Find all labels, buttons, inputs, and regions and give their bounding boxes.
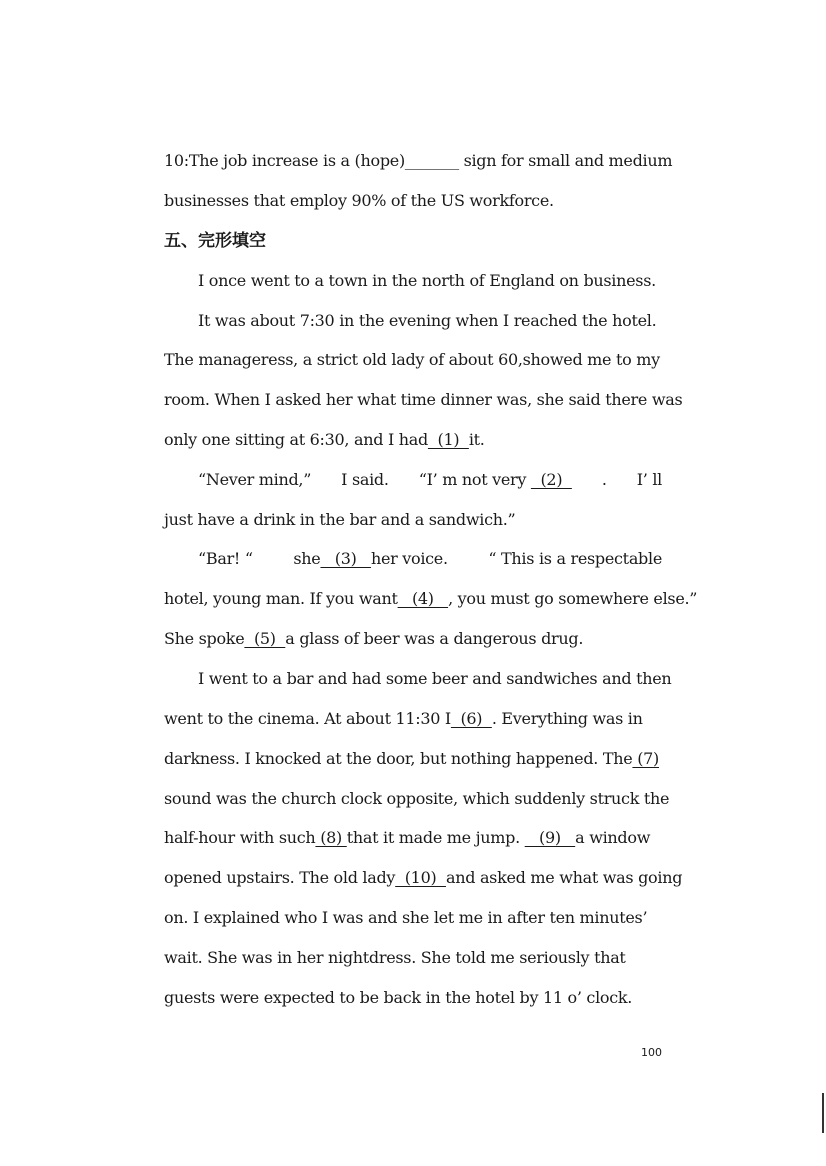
passage-text: , you must go somewhere else.” [448, 589, 698, 608]
page-number: 100 [641, 1046, 662, 1059]
blank-3: (3) [320, 549, 371, 568]
passage-text: “ This is a respectable [488, 549, 662, 568]
passage-text: half-hour with such [164, 828, 316, 847]
passage-line: guests were expected to be back in the hotel by 11 o’ clock. [164, 988, 633, 1007]
q10-text-end: sign for small and medium [458, 151, 673, 170]
passage-text-group [293, 545, 447, 573]
passage-line [164, 625, 662, 653]
blank-10: (10) [395, 868, 446, 887]
passage-line: just have a drink in the bar and a sandwich.” [164, 510, 516, 529]
passage-line: wait. She was in her nightdress. She told me seriously that [164, 948, 626, 967]
passage-text: and asked me what was going [445, 868, 683, 887]
passage-line [164, 864, 683, 892]
passage-line [198, 545, 662, 573]
passage-line: sound was the church clock opposite, which suddenly struck the [164, 789, 670, 808]
q10-text: 10:The job increase is a (hope) [164, 151, 405, 170]
passage-text: only one sitting at 6:30, and I had [164, 430, 428, 449]
passage-line: The manageress, a strict old lady of about 60,showed me to my [164, 350, 660, 369]
passage-text: She spoke [164, 629, 245, 648]
q10-line-2: businesses that employ 90% of the US workforce. [164, 191, 554, 210]
blank-4: (4) [397, 589, 449, 608]
blank-7: (7) [632, 749, 659, 768]
blank-9: (9) [524, 828, 576, 847]
passage-line [164, 426, 662, 454]
passage-text: that it made me jump. [346, 828, 520, 847]
blank-2: (2) [530, 470, 572, 489]
passage-text: “Bar! “ [198, 549, 253, 568]
passage-text: went to the cinema. At about 11:30 I [164, 709, 451, 728]
section-title: 五、完形填空 [164, 231, 266, 251]
passage-line: I once went to a town in the north of England on business. [198, 271, 656, 290]
passage-text: it. [468, 430, 485, 449]
passage-text: . [601, 470, 607, 489]
passage-line: on. I explained who I was and she let me in after ten minutes’ [164, 908, 648, 927]
passage-text: she [293, 549, 321, 568]
passage-line [164, 824, 662, 852]
passage-text: “Never mind,” [198, 470, 312, 489]
blank-1: (1) [427, 430, 469, 449]
passage-text: darkness. I knocked at the door, but nothing happened. The [164, 749, 633, 768]
blank-5: (5) [244, 629, 286, 648]
q10-blank: _______ [404, 151, 459, 170]
q10-line-1 [164, 147, 673, 175]
passage-line: room. When I asked her what time dinner was, she said there was [164, 390, 683, 409]
passage-text: I said. [341, 470, 389, 489]
passage-text: I’ ll [636, 470, 662, 489]
passage-line: It was about 7:30 in the evening when I reached the hotel. [198, 311, 657, 330]
passage-line [198, 466, 662, 494]
passage-text: her voice. [370, 549, 448, 568]
page-edge-mark [822, 1093, 824, 1133]
passage-text: a window [575, 828, 651, 847]
passage-text: a glass of beer was a dangerous drug. [285, 629, 584, 648]
blank-8: (8) [315, 828, 347, 847]
passage-line [164, 705, 662, 733]
passage-line: I went to a bar and had some beer and sandwiches and then [198, 669, 672, 688]
passage-text: “I’ m not very [418, 470, 527, 489]
passage-text: hotel, young man. If you want [164, 589, 398, 608]
passage-line [164, 745, 662, 773]
passage-text: opened upstairs. The old lady [164, 868, 396, 887]
passage-text-group [419, 466, 572, 494]
blank-6: (6) [450, 709, 492, 728]
passage-line [164, 585, 698, 613]
passage-text: . Everything was in [491, 709, 643, 728]
